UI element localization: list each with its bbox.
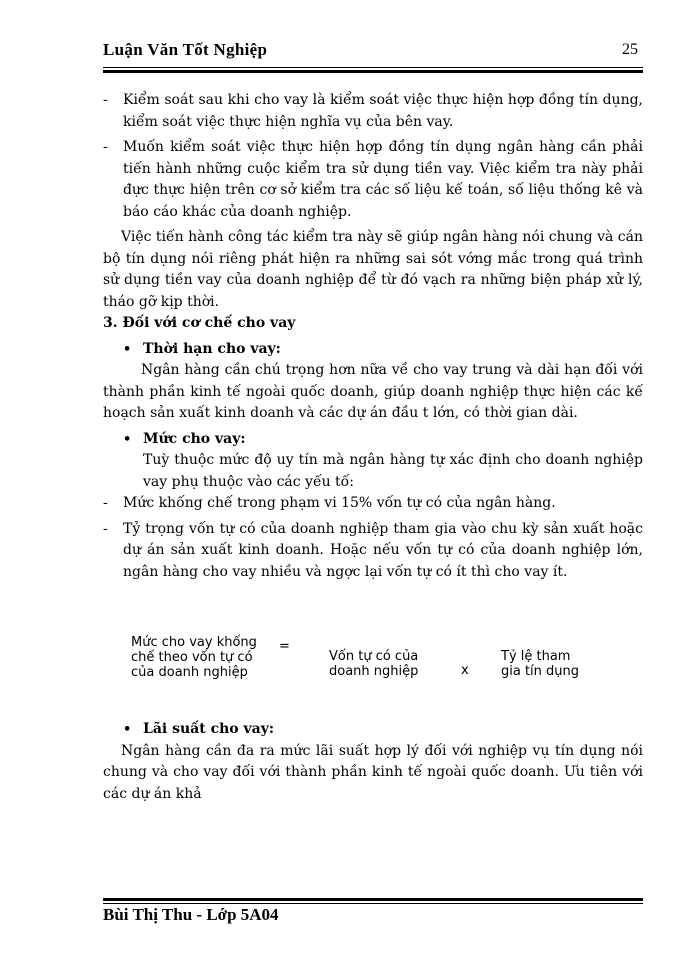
formula-text: chế theo vốn tự có bbox=[131, 650, 253, 665]
paragraph: Việc tiến hành công tác kiểm tra này sẽ giúp ngân hàng nói chung và cán bộ tín dụng nói riêng phát hiện ra những sai sót vớng mắc trong quá trình sử dụng tiền vay của doanh nghiệp để từ đó vạch ra những biện pháp xử lý, tháo gỡ kịp thời. bbox=[103, 229, 644, 310]
dash-marker: - bbox=[103, 520, 108, 537]
list-item bbox=[103, 519, 643, 584]
bullet-marker: • bbox=[123, 341, 132, 357]
bullet-heading bbox=[103, 339, 643, 361]
paragraph: Ngân hàng cần chú trọng hơn nữa về cho vay trung và dài hạn đối với thành phần kinh tế ngoài quốc doanh, giúp doanh nghiệp thực hiện các kế hoạch sản xuất kinh doanh và các dự án đầu t lớn, có thời gian dài. bbox=[103, 362, 643, 421]
page-footer-author: Bùi Thị Thu - Lớp 5A04 bbox=[103, 905, 279, 924]
dash-marker: - bbox=[103, 495, 108, 511]
list-item bbox=[103, 137, 643, 223]
footer-rule-thin bbox=[103, 903, 643, 904]
formula-text: Mức cho vay khống bbox=[131, 635, 257, 650]
bullet-heading bbox=[103, 719, 643, 741]
header-rule-thin bbox=[103, 67, 643, 68]
formula-text: Vốn tự có của bbox=[329, 649, 419, 664]
bullet-marker: • bbox=[123, 431, 132, 447]
paragraph: Tuỳ thuộc mức độ uy tín mà ngân hàng tự xác định cho doanh nghiệp vay phụ thuộc vào các yếu tố: bbox=[143, 452, 643, 490]
page-number: 25 bbox=[622, 41, 638, 58]
paragraph: Ngân hàng cần đa ra mức lãi suất hợp lý đối với nghiệp vụ tín dụng nói chung và cho vay đối với thành phần kinh tế ngoài quốc doanh. Ưu tiên với các dự án khả bbox=[103, 742, 643, 802]
section-heading: 3. Đối với cơ chế cho vay bbox=[103, 315, 296, 331]
loan-limit-formula bbox=[103, 587, 643, 715]
header-rule-thick bbox=[103, 70, 643, 73]
formula-text: Tỷ lệ tham bbox=[501, 649, 571, 664]
bullet-marker: • bbox=[123, 722, 132, 737]
list-item bbox=[103, 493, 643, 515]
document-body bbox=[103, 90, 643, 805]
list-item-text: Tỷ trọng vốn tự có của doanh nghiệp tham gia vào chu kỳ sản xuất hoặc dự án sản xuất kinh doanh. Hoặc nếu vốn tự có của doanh nghiệp lớn, ngân hàng cho vay nhiều và ngợc lại vốn tự có ít thì cho vay ít. bbox=[123, 520, 643, 580]
list-item-text: Kiểm soát sau khi cho vay là kiểm soát việc thực hiện hợp đồng tín dụng, kiểm soát việc thực hiện nghĩa vụ của bên vay. bbox=[123, 92, 643, 130]
bullet-heading bbox=[103, 429, 643, 451]
bullet-title: Mức cho vay: bbox=[143, 430, 246, 447]
formula-middle-term bbox=[329, 649, 439, 679]
formula-right-term bbox=[501, 649, 621, 679]
dash-marker: - bbox=[103, 139, 108, 155]
footer-rule-thick bbox=[103, 898, 643, 901]
formula-text: gia tín dụng bbox=[501, 664, 580, 679]
formula-text: của doanh nghiệp bbox=[131, 665, 248, 680]
page-header-title: Luận Văn Tốt Nghiệp bbox=[103, 40, 268, 59]
formula-equals-sign: = bbox=[279, 639, 290, 654]
dash-marker: - bbox=[103, 92, 108, 108]
formula-left-term bbox=[131, 635, 271, 680]
list-item bbox=[103, 90, 643, 133]
bullet-title: Thời hạn cho vay: bbox=[143, 340, 281, 357]
formula-text: doanh nghiệp bbox=[329, 664, 419, 679]
bullet-title: Lãi suất cho vay: bbox=[143, 721, 275, 737]
list-item-text: Muốn kiểm soát việc thực hiện hợp đồng tín dụng ngân hàng cần phải tiến hành những cuộc kiểm tra sử dụng tiền vay. Việc kiểm tra này phải đực thực hiện trên cơ sở kiểm tra các số liệu kế toán, số liệu thống kê và báo cáo khác của doanh nghiệp. bbox=[123, 139, 643, 220]
formula-times-sign: x bbox=[461, 663, 469, 678]
list-item-text: Mức khống chế trong phạm vi 15% vốn tự có của ngân hàng. bbox=[123, 495, 556, 511]
